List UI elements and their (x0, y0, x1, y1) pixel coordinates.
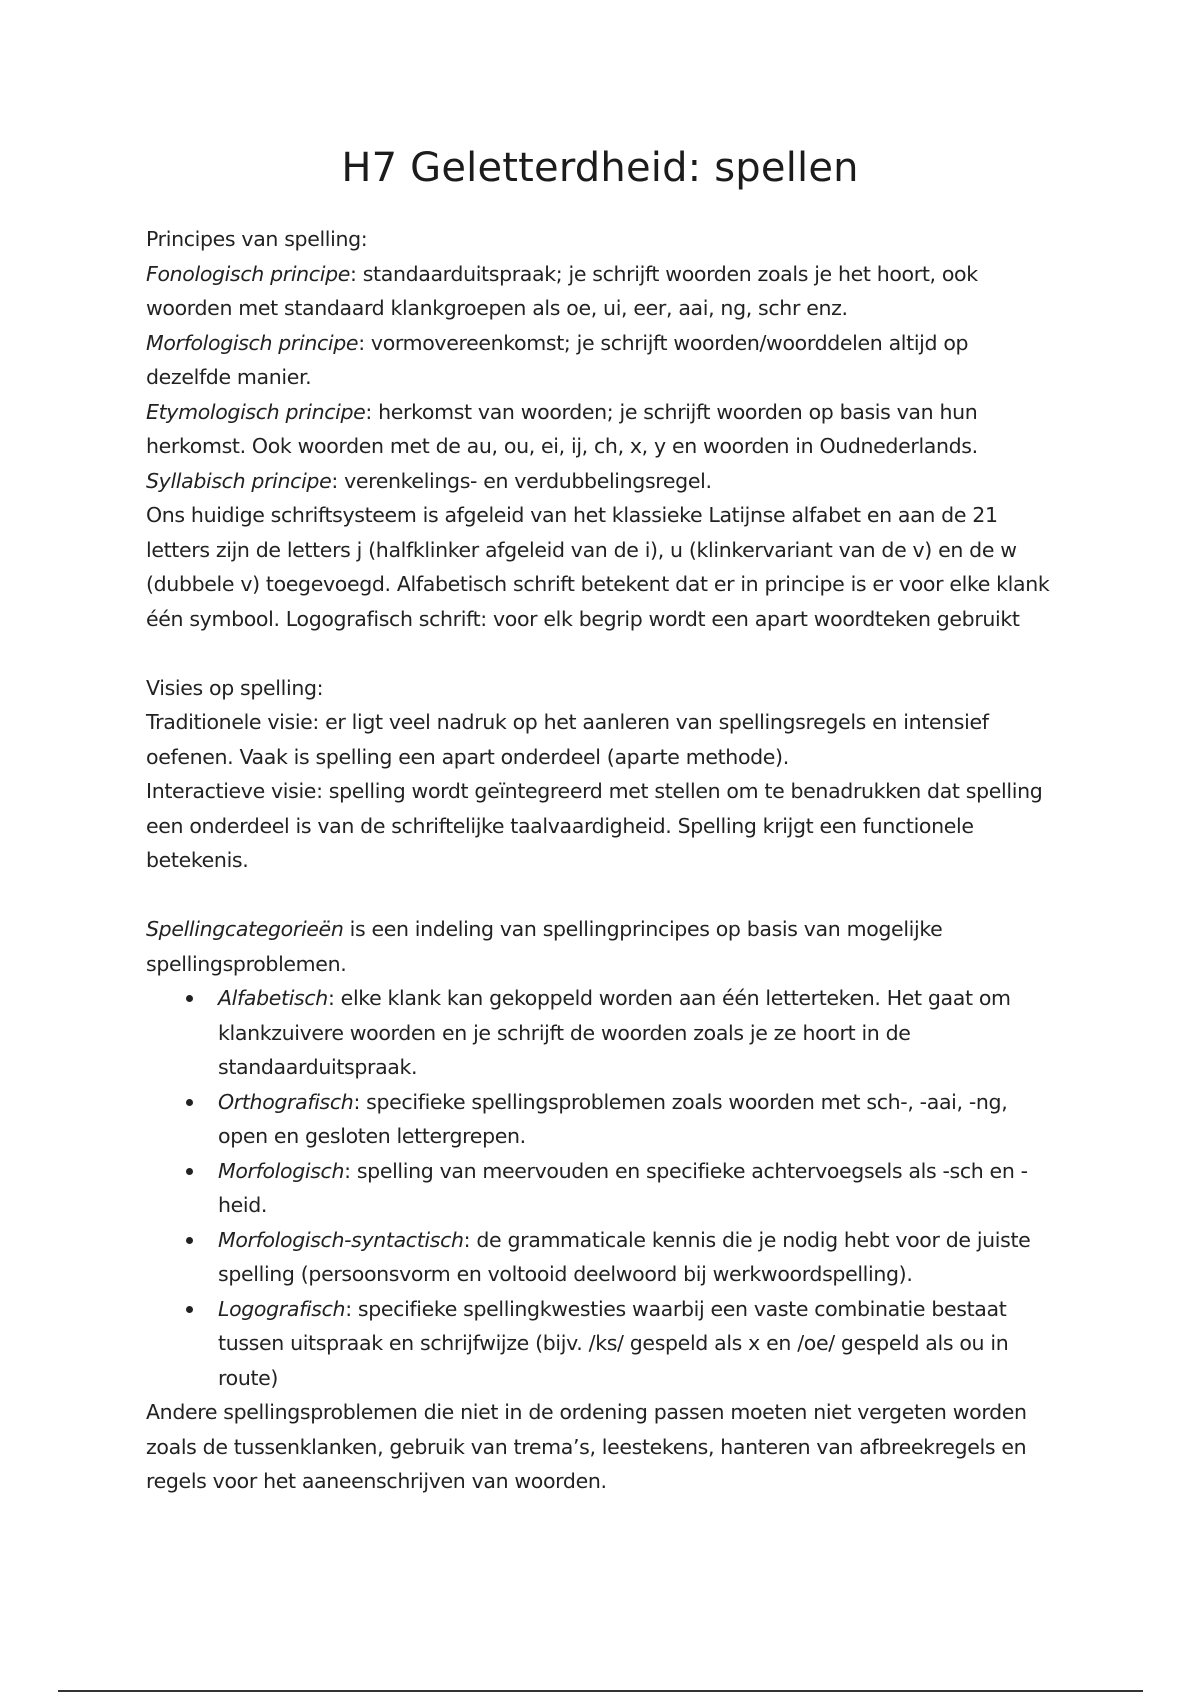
closing-paragraph: Andere spellingsproblemen die niet in de ordening passen moeten niet vergeten worden zoals de tussenklanken, gebruik van trema’s, leestekens, hanteren van afbreekregels en regels voor het aaneenschrijven van woorden. (146, 1400, 1027, 1493)
category-text: : specifieke spellingkwesties waarbij een vaste combinatie bestaat tussen uitspraak en schrijfwijze (bijv. /ks/ gespeld als x en /oe/ gespeld als ou in route) (218, 1296, 1009, 1390)
bullet-icon (186, 1237, 193, 1244)
principle-phonological (146, 257, 1056, 326)
paragraph-spacer (146, 636, 1056, 671)
categories-intro (146, 912, 1056, 981)
bullet-icon (186, 1306, 193, 1313)
principle-etymological (146, 395, 1056, 464)
bullet-icon (186, 1168, 193, 1175)
categories-term: Spellingcategorieën (146, 917, 344, 941)
principle-syllabic (146, 464, 1056, 499)
list-item (218, 1085, 1056, 1154)
footer-divider (58, 1690, 1143, 1692)
writing-system-paragraph: Ons huidige schriftsysteem is afgeleid van het klassieke Latijnse alfabet en aan de 21 letters zijn de letters j (halfklinker afgeleid van de i), u (klinkervariant van de v) en de w (dubbele v) toegevoegd. Alfabetisch schrift betekent dat er in principe is er voor elke klank één symbool. Logografisch schrift: voor elk begrip wordt een apart woordteken gebruikt (146, 503, 1050, 631)
categories-intro-text: is een indeling van spellingprincipes op basis van mogelijke spellingsproblemen. (146, 917, 943, 976)
category-term: Alfabetisch (218, 986, 328, 1010)
bullet-icon (186, 995, 193, 1002)
visions-heading: Visies op spelling: (146, 675, 324, 700)
category-term: Logografisch (218, 1296, 346, 1321)
principle-text: : standaarduitspraak; je schrijft woorden zoals je het hoort, ook woorden met standaard klankgroepen als oe, ui, eer, aai, ng, schr enz. (146, 261, 978, 320)
paragraph-spacer (146, 878, 1056, 913)
bullet-icon (186, 1099, 193, 1106)
category-text: : elke klank kan gekoppeld worden aan één letterteken. Het gaat om klankzuivere woorden en je schrijft de woorden zoals je ze hoort in de standaarduitspraak. (218, 986, 1011, 1079)
principle-term: Morfologisch principe (146, 330, 359, 355)
list-item (218, 1292, 1056, 1396)
principle-text: : verenkelings- en verdubbelingsregel. (331, 468, 712, 493)
category-text: : spelling van meervouden en specifieke achtervoegsels als -sch en -heid. (218, 1158, 1028, 1217)
list-item (218, 1223, 1056, 1292)
interactive-vision: Interactieve visie: spelling wordt geïntegreerd met stellen om te benadrukken dat spelling een onderdeel is van de schriftelijke taalvaardigheid. Spelling krijgt een functionele betekenis. (146, 779, 1043, 872)
category-text: : specifieke spellingsproblemen zoals woorden met sch-, -aai, -ng, open en gesloten lettergrepen. (218, 1089, 1008, 1148)
category-term: Orthografisch (218, 1089, 354, 1114)
principle-term: Fonologisch principe (146, 261, 350, 286)
list-item (218, 1154, 1056, 1223)
category-term: Morfologisch (218, 1158, 345, 1183)
principles-heading: Principes van spelling: (146, 227, 368, 251)
principle-text: : vormovereenkomst; je schrijft woorden/woorddelen altijd op dezelfde manier. (146, 330, 969, 389)
category-term: Morfologisch-syntactisch (218, 1227, 464, 1252)
document-body (146, 222, 1056, 1499)
principle-term: Syllabisch principe (146, 468, 332, 493)
traditional-vision: Traditionele visie: er ligt veel nadruk op het aanleren van spellingsregels en intensief oefenen. Vaak is spelling een apart onderdeel (aparte methode). (146, 710, 989, 769)
page-title: H7 Geletterdheid: spellen (341, 145, 859, 191)
list-item (218, 981, 1056, 1085)
category-text: : de grammaticale kennis die je nodig hebt voor de juiste spelling (persoonsvorm en voltooid deelwoord bij werkwoordspelling). (218, 1227, 1031, 1286)
principle-text: : herkomst van woorden; je schrijft woorden op basis van hun herkomst. Ook woorden met de au, ou, ei, ij, ch, x, y en woorden in Oudnederlands. (146, 399, 978, 458)
categories-list (146, 981, 1056, 1395)
principle-term: Etymologisch principe (146, 399, 366, 424)
principle-morphological (146, 326, 1056, 395)
